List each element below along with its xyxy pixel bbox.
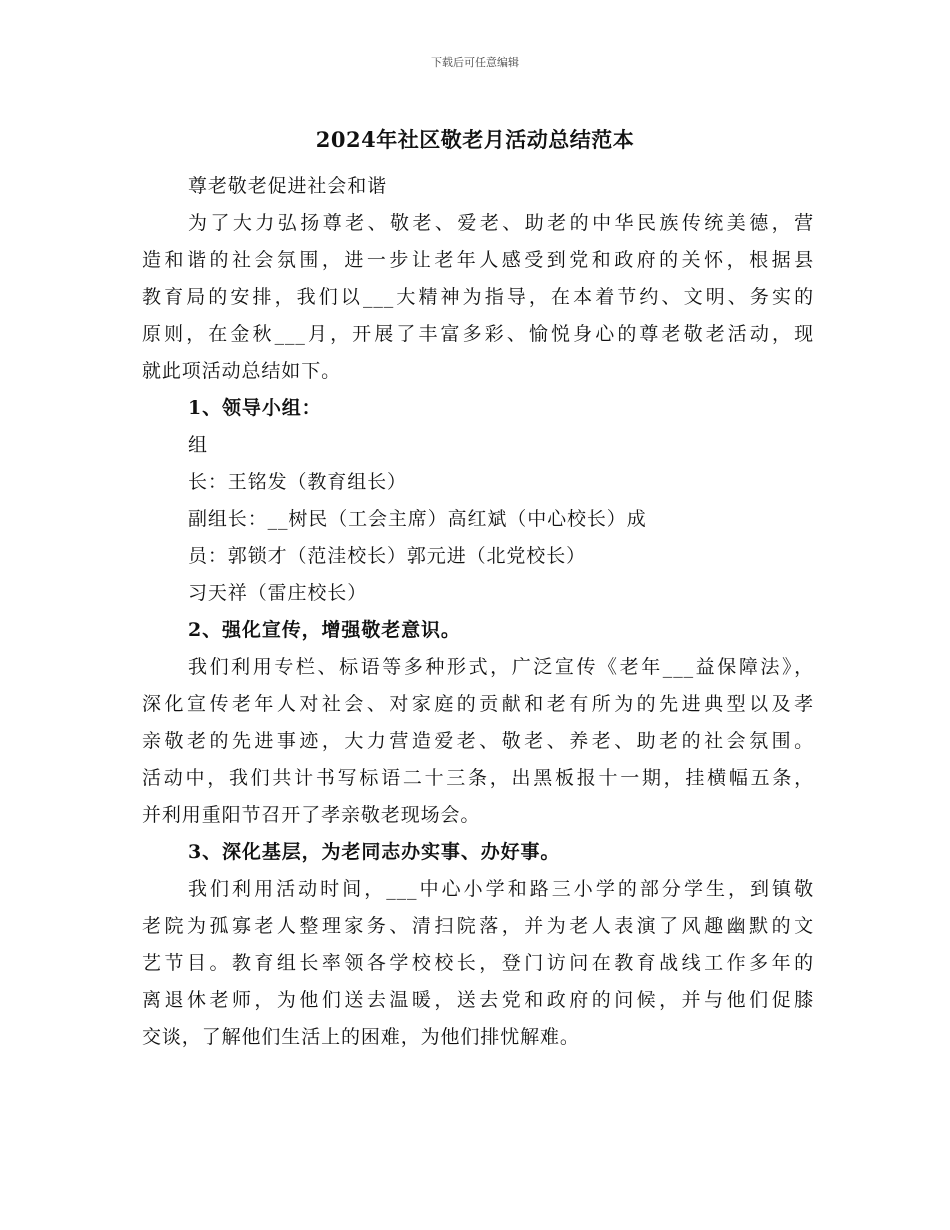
- document-body: [142, 168, 814, 1056]
- document-title: 2024年社区敬老月活动总结范本: [315, 127, 635, 152]
- text-line: 长：王铭发（教育组长）: [188, 471, 407, 493]
- text-line: 我们利用活动时间，___中心小学和路三小学的部分学生，到镇敬: [188, 878, 814, 900]
- section-heading: 2、强化宣传，增强敬老意识。: [188, 619, 461, 641]
- text-line: 尊老敬老促进社会和谐: [188, 175, 388, 197]
- text-line: 习天祥（雷庄校长）: [188, 582, 368, 604]
- text-line: 原则，在金秋___月，开展了丰富多彩、愉悦身心的尊老敬老活动，现: [142, 323, 814, 345]
- text-line: 为了大力弘扬尊老、敬老、爱老、助老的中华民族传统美德，营: [188, 212, 814, 234]
- text-line: 老院为孤寡老人整理家务、清扫院落，并为老人表演了风趣幽默的文: [142, 915, 814, 937]
- text-line: 我们利用专栏、标语等多种形式，广泛宣传《老年___益保障法》，: [188, 656, 814, 678]
- text-line: 副组长：__树民（工会主席）高红斌（中心校长）成: [188, 508, 647, 530]
- text-line: 造和谐的社会氛围，进一步让老年人感受到党和政府的关怀，根据县: [142, 249, 814, 271]
- section-heading: 1、领导小组：: [188, 397, 322, 419]
- text-line: 交谈，了解他们生活上的困难，为他们排忧解难。: [142, 1026, 580, 1048]
- text-line: 离退休老师，为他们送去温暖，送去党和政府的问候，并与他们促膝: [142, 989, 814, 1011]
- text-line: 并利用重阳节召开了孝亲敬老现场会。: [142, 804, 481, 826]
- section-heading: 3、深化基层，为老同志办实事、办好事。: [188, 841, 561, 863]
- text-line: 教育局的安排，我们以___大精神为指导，在本着节约、文明、务实的: [142, 286, 814, 308]
- text-line: 亲敬老的先进事迹，大力营造爱老、敬老、养老、助老的社会氛围。: [142, 730, 814, 752]
- text-line: 员：郭锁才（范洼校长）郭元进（北党校长）: [188, 545, 587, 567]
- text-line: 活动中，我们共计书写标语二十三条，出黑板报十一期，挂横幅五条，: [142, 767, 814, 789]
- text-line: 就此项活动总结如下。: [142, 360, 342, 382]
- text-line: 深化宣传老年人对社会、对家庭的贡献和老有所为的先进典型以及孝: [142, 693, 814, 715]
- text-line: 组: [188, 434, 208, 456]
- text-line: 艺节目。教育组长率领各学校校长，登门访问在教育战线工作多年的: [142, 952, 814, 974]
- page-header-note: 下载后可任意编辑: [431, 56, 519, 69]
